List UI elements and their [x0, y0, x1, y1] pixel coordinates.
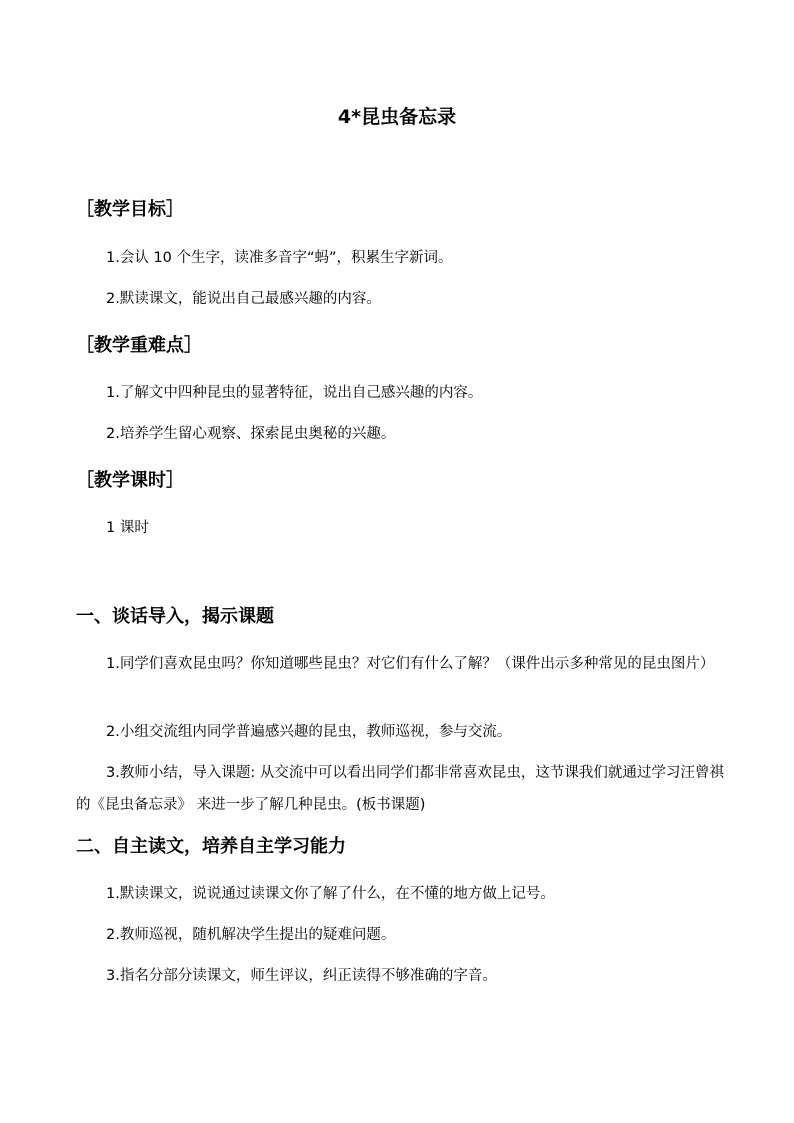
section2-item-2: 2.教师巡视，随机解决学生提出的疑难问题。: [106, 927, 396, 943]
periods-heading: ［教学课时］: [76, 470, 184, 491]
section1-item-2: 2.小组交流组内同学普遍感兴趣的昆虫，教师巡视，参与交流。: [106, 724, 512, 740]
key-point-item-2: 2.培养学生留心观察、探索昆虫奥秘的兴趣。: [106, 426, 396, 442]
section1-item-3: 3.教师小结，导入课题: 从交流中可以看出同学们都非常喜欢昆虫，这节课我们就通过学习汪曾祺的《昆虫备忘录》 来进一步了解几种昆虫。(板书课题): [76, 765, 724, 813]
key-point-item-1: 1.了解文中四种昆虫的显著特征，说出自己感兴趣的内容。: [106, 385, 483, 401]
objective-item-2: 2.默读课文，能说出自己最感兴趣的内容。: [106, 291, 381, 307]
objectives-heading: ［教学目标］: [76, 199, 184, 220]
section2-item-3: 3.指名分部分读课文，师生评议，纠正读得不够准确的字音。: [106, 968, 497, 984]
section1-item-1: 1.同学们喜欢昆虫吗？你知道哪些昆虫？对它们有什么了解？（课件出示多种常见的昆虫图片）: [106, 656, 715, 672]
key-points-heading: ［教学重难点］: [76, 335, 202, 356]
section2-heading: 二、自主读文，培养自主学习能力: [76, 836, 346, 857]
section2-item-1: 1.默读课文，说说通过读课文你了解了什么，在不懂的地方做上记号。: [106, 886, 555, 902]
document-title: 4*昆虫备忘录: [337, 106, 457, 128]
objective-item-1: 1.会认 10 个生字，读准多音字“蚂”，积累生字新词。: [106, 250, 453, 266]
section1-heading: 一、谈话导入，揭示课题: [76, 606, 274, 627]
periods-value: 1 课时: [106, 520, 149, 536]
